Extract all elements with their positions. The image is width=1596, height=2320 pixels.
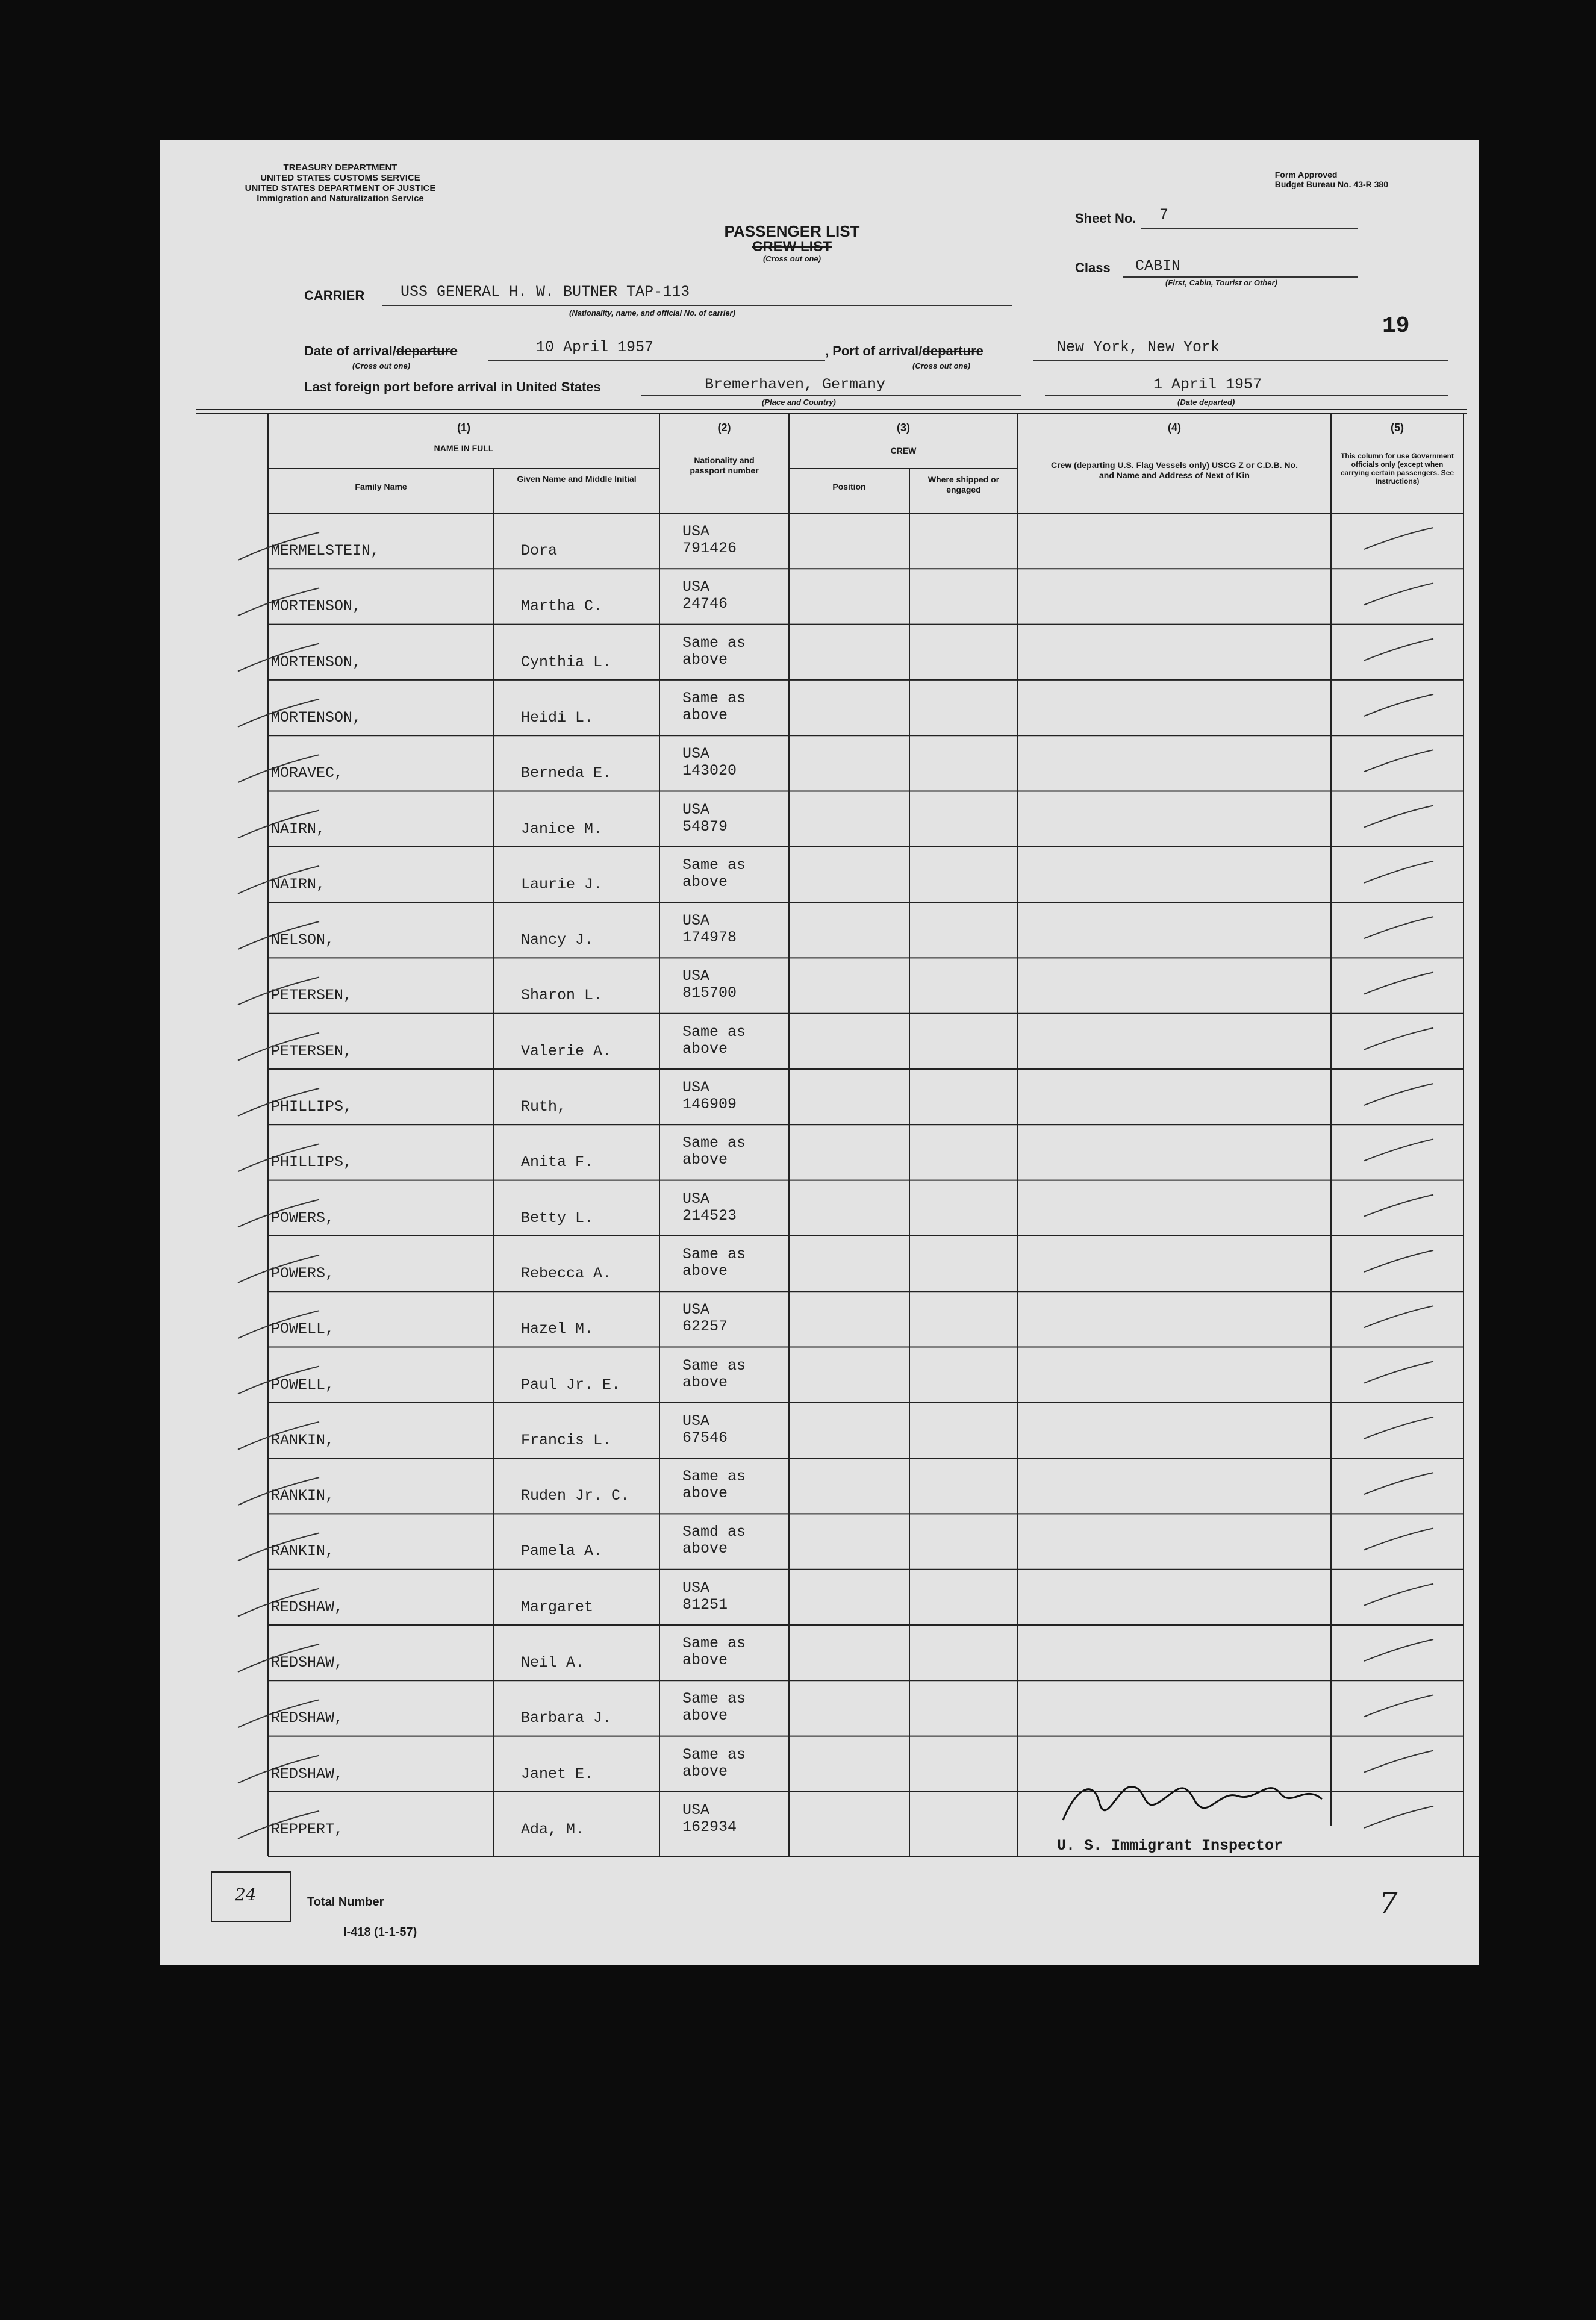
carrier-value: USS GENERAL H. W. BUTNER TAP-113 — [401, 283, 690, 301]
port-cross-out: (Cross out one) — [912, 361, 971, 370]
table-row — [160, 735, 1479, 791]
passenger-list-form — [160, 140, 1479, 1965]
nationality: Same as — [682, 1245, 746, 1263]
port-label-text: Port of arrival/ — [832, 343, 923, 358]
col1-title: NAME IN FULL — [434, 443, 494, 453]
table-row — [160, 680, 1479, 735]
given-name: Ruden Jr. C. — [521, 1487, 630, 1505]
family-name: RANKIN, — [271, 1542, 335, 1561]
table-row — [160, 1014, 1479, 1069]
table-row — [160, 1736, 1479, 1792]
col-position-header: Position — [832, 482, 866, 491]
given-name: Anita F. — [521, 1153, 594, 1171]
nationality: USA — [682, 1079, 710, 1096]
given-name: Cynthia L. — [521, 653, 612, 671]
col1-number: (1) — [457, 422, 470, 434]
family-name: REDSHAW, — [271, 1709, 344, 1727]
passport-number: 174978 — [682, 929, 737, 947]
table-row — [160, 1403, 1479, 1458]
col5-number: (5) — [1391, 422, 1404, 434]
passport-number: above — [682, 1540, 728, 1558]
nationality: Same as — [682, 1134, 746, 1152]
given-name: Pamela A. — [521, 1542, 603, 1561]
date-departed-sub: (Date departed) — [1177, 398, 1235, 407]
family-name: NELSON, — [271, 931, 335, 949]
sheet-value: 7 — [1159, 206, 1169, 223]
table-row — [160, 958, 1479, 1013]
family-name: REDSHAW, — [271, 1765, 344, 1783]
family-name: NAIRN, — [271, 820, 326, 838]
arrival-date-value: 10 April 1957 — [536, 338, 654, 356]
col-given-header: Given Name and Middle Initial — [517, 474, 637, 484]
table-row — [160, 1680, 1479, 1736]
given-name: Francis L. — [521, 1431, 612, 1449]
given-name: Rebecca A. — [521, 1264, 612, 1282]
given-name: Janice M. — [521, 820, 603, 838]
passport-number: above — [682, 650, 728, 669]
family-name: POWERS, — [271, 1264, 335, 1282]
dept-line-2: UNITED STATES CUSTOMS SERVICE — [260, 173, 420, 183]
arrival-date-label-text: Date of arrival/ — [304, 343, 396, 358]
carrier-label: CARRIER — [304, 288, 365, 303]
family-name: MORTENSON, — [271, 708, 362, 726]
nationality: USA — [682, 523, 710, 540]
nationality: USA — [682, 578, 710, 596]
nationality: USA — [682, 1412, 710, 1430]
given-name: Berneda E. — [521, 764, 612, 782]
col3-number: (3) — [897, 422, 910, 434]
given-name: Margaret — [521, 1598, 594, 1616]
page-number: 19 — [1382, 313, 1410, 339]
table-row — [160, 513, 1479, 569]
given-name: Valerie A. — [521, 1042, 612, 1060]
form-approved: Form Approved — [1274, 170, 1338, 179]
table-row — [160, 1069, 1479, 1124]
nationality: Same as — [682, 689, 746, 707]
carrier-sub: (Nationality, name, and official No. of carrier) — [569, 308, 735, 317]
nationality: USA — [682, 967, 710, 985]
table-row — [160, 847, 1479, 902]
table-row — [160, 1180, 1479, 1236]
family-name: MERMELSTEIN, — [271, 542, 380, 560]
passport-number: above — [682, 1762, 728, 1780]
total-value: 24 — [235, 1885, 257, 1904]
title-crew-list-struck: CREW LIST — [752, 239, 832, 255]
given-name: Ada, M. — [521, 1820, 585, 1838]
given-name: Barbara J. — [521, 1709, 612, 1727]
passport-number: 54879 — [682, 817, 728, 835]
given-name: Paul Jr. E. — [521, 1376, 621, 1394]
family-name: REDSHAW, — [271, 1598, 344, 1616]
passport-number: above — [682, 1651, 728, 1669]
col2-number: (2) — [717, 422, 731, 434]
family-name: PHILLIPS, — [271, 1098, 353, 1115]
passport-number: above — [682, 1485, 728, 1503]
title-passenger-list: PASSENGER LIST — [724, 222, 860, 240]
given-name: Neil A. — [521, 1654, 585, 1671]
given-name: Nancy J. — [521, 931, 594, 949]
passport-number: above — [682, 1040, 728, 1058]
form-number: I-418 (1-1-57) — [343, 1926, 417, 1939]
class-label: Class — [1075, 260, 1111, 275]
passport-number: 81251 — [682, 1595, 728, 1614]
passport-number: 214523 — [682, 1206, 737, 1224]
family-name: PETERSEN, — [271, 987, 353, 1005]
family-name: POWELL, — [271, 1320, 335, 1338]
passport-number: 146909 — [682, 1096, 737, 1113]
nationality: Same as — [682, 1023, 746, 1041]
col4-number: (4) — [1168, 422, 1181, 434]
family-name: MORTENSON, — [271, 597, 362, 616]
table-row — [160, 569, 1479, 624]
dept-line-1: TREASURY DEPARTMENT — [283, 163, 397, 173]
family-name: POWELL, — [271, 1376, 335, 1394]
family-name: NAIRN, — [271, 875, 326, 893]
given-name: Hazel M. — [521, 1320, 594, 1338]
col4-title: Crew (departing U.S. Flag Vessels only) USCG Z or C.D.B. No. and Name and Address of Next of Kin — [1051, 460, 1298, 480]
table-row — [160, 1291, 1479, 1347]
col-where-header: Where shipped or engaged — [927, 475, 1000, 494]
nationality: Samd as — [682, 1523, 746, 1541]
nationality: USA — [682, 1801, 710, 1819]
given-name: Heidi L. — [521, 708, 594, 726]
nationality: Same as — [682, 1356, 746, 1374]
nationality: Same as — [682, 1745, 746, 1763]
passport-number: 162934 — [682, 1818, 737, 1836]
family-name: REPPERT, — [271, 1820, 344, 1838]
given-name: Ruth, — [521, 1098, 567, 1115]
last-port-label: Last foreign port before arrival in United States — [304, 379, 601, 394]
table-row — [160, 791, 1479, 847]
last-port-value: Bremerhaven, Germany — [705, 376, 886, 393]
table-row — [160, 1625, 1479, 1680]
class-value: CABIN — [1135, 257, 1181, 275]
arrival-cross-out: (Cross out one) — [352, 361, 411, 370]
given-name: Laurie J. — [521, 875, 603, 893]
last-port-sub: (Place and Country) — [762, 398, 836, 407]
passport-number: 815700 — [682, 984, 737, 1002]
family-name: PHILLIPS, — [271, 1153, 353, 1171]
sheet-label: Sheet No. — [1075, 211, 1136, 226]
total-label: Total Number — [307, 1895, 384, 1909]
nationality: USA — [682, 1190, 710, 1208]
passport-number: above — [682, 873, 728, 891]
passport-number: above — [682, 706, 728, 724]
budget-bureau: Budget Bureau No. 43-R 380 — [1274, 179, 1388, 189]
given-name: Janet E. — [521, 1765, 594, 1783]
passport-number: 24746 — [682, 595, 728, 613]
nationality: Same as — [682, 1468, 746, 1486]
family-name: MORAVEC, — [271, 764, 344, 782]
nationality: Same as — [682, 634, 746, 652]
table-row — [160, 625, 1479, 680]
family-name: REDSHAW, — [271, 1654, 344, 1671]
nationality: USA — [682, 745, 710, 763]
col2-title: Nationality and passport number — [690, 455, 759, 475]
family-name: PETERSEN, — [271, 1042, 353, 1060]
table-row — [160, 1124, 1479, 1180]
date-departed-value: 1 April 1957 — [1153, 376, 1262, 393]
dept-line-4: Immigration and Naturalization Service — [257, 193, 424, 204]
table-row — [160, 1236, 1479, 1291]
given-name: Dora — [521, 542, 558, 560]
passport-number: above — [682, 1707, 728, 1725]
col5-title: This column for use Government officials only (except when carrying certain passengers. See Instructions) — [1340, 452, 1454, 485]
family-name: RANKIN, — [271, 1431, 335, 1449]
table-row — [160, 1458, 1479, 1514]
given-name: Sharon L. — [521, 987, 603, 1005]
nationality: Same as — [682, 1690, 746, 1708]
family-name: MORTENSON, — [271, 653, 362, 671]
passport-number: 62257 — [682, 1318, 728, 1336]
given-name: Martha C. — [521, 597, 603, 616]
port-value: New York, New York — [1057, 338, 1220, 356]
table-row — [160, 902, 1479, 958]
col-family-header: Family Name — [355, 482, 407, 491]
corner-mark: 7 — [1379, 1886, 1398, 1920]
table-row — [160, 1347, 1479, 1403]
nationality: Same as — [682, 1635, 746, 1652]
arrival-date-struck: departure — [396, 343, 458, 358]
passport-number: 67546 — [682, 1429, 728, 1447]
port-label: , Port of arrival/departure — [825, 343, 983, 358]
nationality: USA — [682, 912, 710, 930]
total-number-box — [211, 1871, 291, 1922]
table-row — [160, 1570, 1479, 1625]
class-sub: (First, Cabin, Tourist or Other) — [1165, 278, 1277, 287]
inspector-label: U. S. Immigrant Inspector — [1057, 1837, 1283, 1854]
passport-number: above — [682, 1373, 728, 1391]
family-name: RANKIN, — [271, 1487, 335, 1505]
port-struck: departure — [922, 343, 983, 358]
nationality: USA — [682, 800, 710, 819]
given-name: Betty L. — [521, 1209, 594, 1227]
passport-number: above — [682, 1151, 728, 1169]
col3-title: CREW — [890, 446, 917, 455]
passport-number: above — [682, 1262, 728, 1280]
family-name: POWERS, — [271, 1209, 335, 1227]
nationality: Same as — [682, 856, 746, 874]
passport-number: 791426 — [682, 540, 737, 557]
nationality: USA — [682, 1301, 710, 1319]
passport-number: 143020 — [682, 762, 737, 780]
table-row — [160, 1514, 1479, 1569]
nationality: USA — [682, 1579, 710, 1597]
title-cross-out: (Cross out one) — [762, 254, 821, 263]
dept-line-3: UNITED STATES DEPARTMENT OF JUSTICE — [245, 183, 436, 193]
